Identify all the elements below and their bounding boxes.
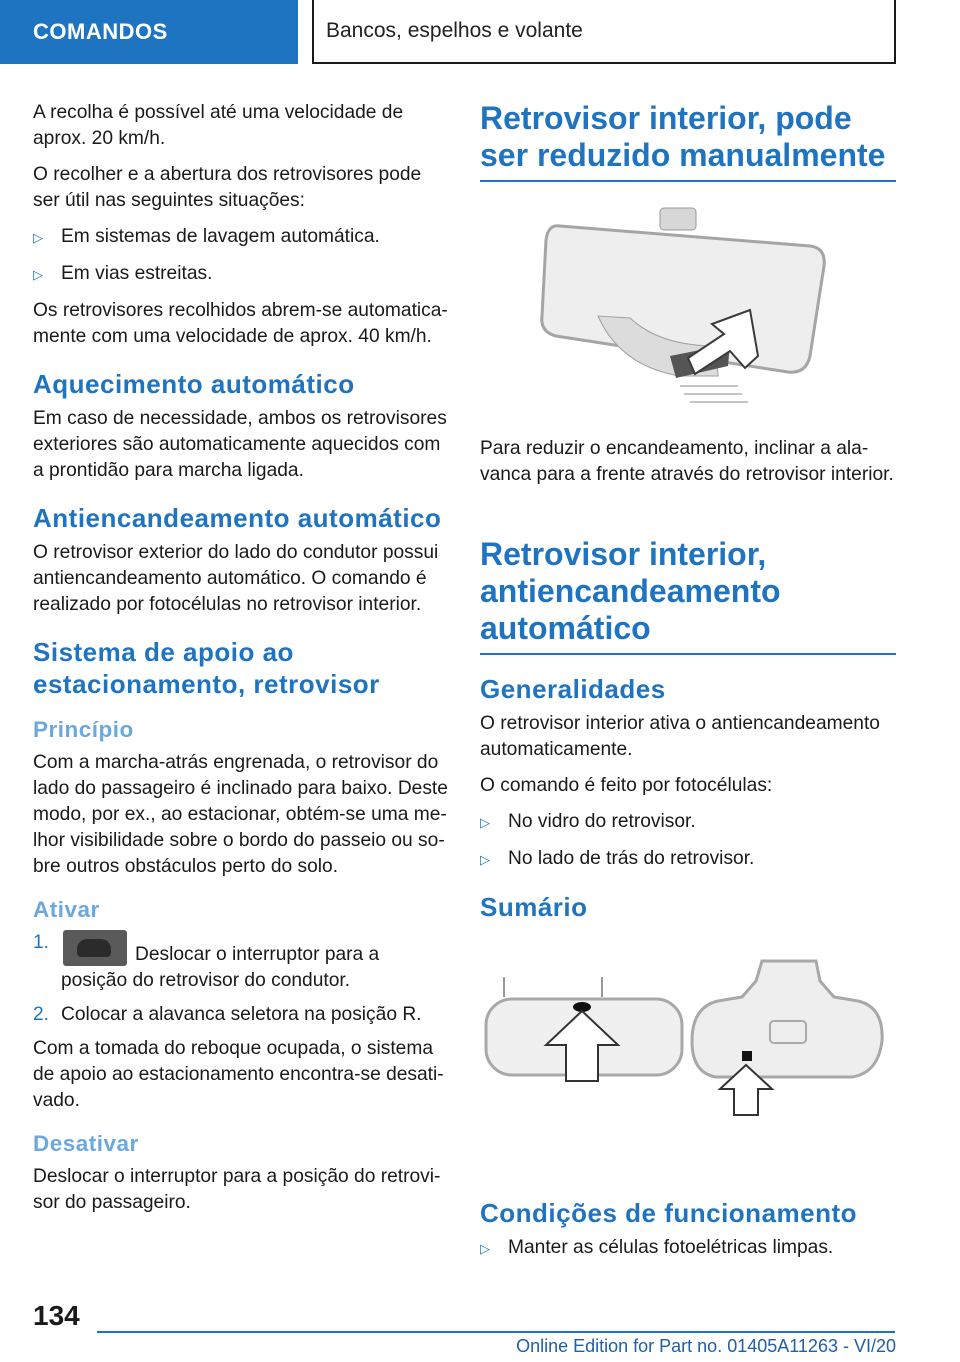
paragraph: O comando é feito por fotocélulas:: [480, 775, 773, 796]
edition-note: Online Edition for Part no. 01405A11263 - VI/20: [516, 1336, 896, 1356]
triangle-bullet-icon: ▷: [480, 852, 490, 867]
heading-antiencandeamento: Antiencandeamento automático: [33, 503, 442, 533]
heading-condicoes: Condições de funcionamento: [480, 1198, 858, 1228]
list-item: ▷ No lado de trás do retrovisor.: [480, 846, 896, 873]
paragraph: A recolha é possível até uma velocidade de aprox. 20 km/h.: [33, 102, 404, 149]
mirror-lever-icon: [480, 206, 896, 418]
list-item: ▷ Manter as células fotoelétricas limpas.: [480, 1235, 896, 1262]
photocell-overview-illustration: [480, 957, 896, 1157]
paragraph: Deslocar o interruptor para a posição do retrovi-sor do passageiro.: [33, 1166, 441, 1213]
mirror-photocell-icon: [480, 957, 896, 1157]
header-chapter: Bancos, espelhos e volante: [312, 0, 896, 64]
step-item: 2. Colocar a alavanca seletora na posição R.: [33, 1004, 422, 1025]
parking-mirror-switch-icon: [63, 930, 127, 966]
heading-retrovisor-automatico: Retrovisor interior, antiencandeamento automático: [480, 536, 896, 655]
list-item: ▷ Em vias estreitas.: [33, 261, 448, 288]
triangle-bullet-icon: ▷: [33, 267, 43, 282]
list-item: ▷ No vidro do retrovisor.: [480, 809, 896, 836]
left-column: [33, 100, 448, 1226]
triangle-bullet-icon: ▷: [480, 1241, 490, 1256]
step-item: 1. Deslocar o interruptor para a posição do retrovisor do condutor.: [33, 932, 380, 991]
heading-principio: Princípio: [33, 717, 134, 742]
paragraph: Com a marcha-atrás engrenada, o retrovisor do lado do passageiro é inclinado para baixo. Deste modo, por ex., ao estacionar, obtém-se uma me-lhor visibilidade sobre o bordo do passeio ou so-bre outros obstáculos perto do solo.: [33, 752, 448, 877]
header-section: COMANDOS: [0, 0, 298, 64]
paragraph: O retrovisor exterior do lado do condutor possui antiencandeamento automático. O comando é realizado por fotocélulas no retrovisor interior.: [33, 542, 439, 615]
paragraph: O retrovisor interior ativa o antiencandeamento automaticamente.: [480, 713, 880, 760]
heading-sistema-apoio: Sistema de apoio ao estacionamento, retrovisor: [33, 637, 380, 699]
heading-sumario: Sumário: [480, 892, 588, 922]
triangle-bullet-icon: ▷: [33, 230, 43, 245]
list-item: ▷ Em sistemas de lavagem automática.: [33, 224, 448, 251]
paragraph: Para reduzir o encandeamento, inclinar a ala-vanca para a frente através do retrovisor interior.: [480, 438, 894, 485]
right-column: [480, 100, 896, 1272]
page-number: 134: [33, 1300, 80, 1331]
footer-divider: [97, 1331, 895, 1333]
heading-ativar: Ativar: [33, 897, 100, 922]
heading-desativar: Desativar: [33, 1131, 139, 1156]
manual-dimming-mirror-illustration: [480, 206, 896, 418]
paragraph: O recolher e a abertura dos retrovisores pode ser útil nas seguintes situações:: [33, 164, 422, 211]
paragraph: Com a tomada do reboque ocupada, o sistema de apoio ao estacionamento encontra-se desati-vado.: [33, 1038, 444, 1111]
heading-generalidades: Generalidades: [480, 674, 666, 704]
heading-aquecimento: Aquecimento automático: [33, 369, 355, 399]
triangle-bullet-icon: ▷: [480, 815, 490, 830]
paragraph: Os retrovisores recolhidos abrem-se automatica-mente com uma velocidade de aprox. 40 km/h.: [33, 300, 448, 347]
paragraph: Em caso de necessidade, ambos os retrovisores exteriores são automaticamente aquecidos com a prontidão para marcha ligada.: [33, 408, 447, 481]
heading-retrovisor-manual: Retrovisor interior, pode ser reduzido manualmente: [480, 100, 896, 182]
